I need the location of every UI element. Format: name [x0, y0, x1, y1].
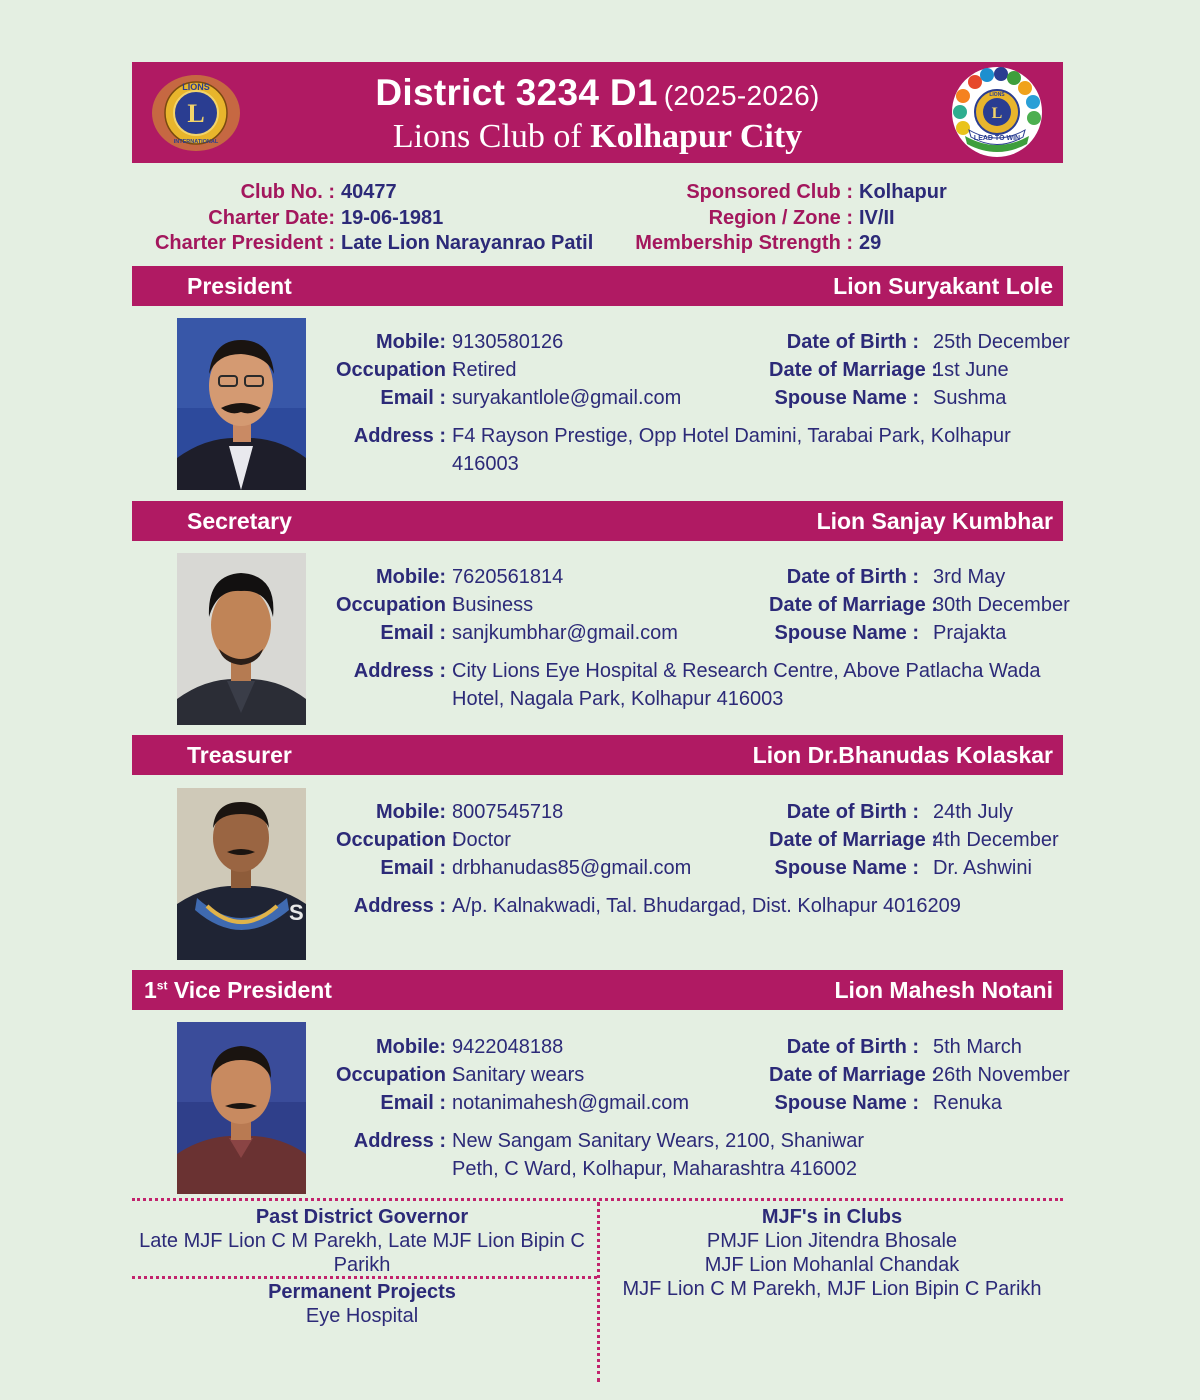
svg-text:LIONS: LIONS: [182, 82, 210, 92]
secretary-address: Address : City Lions Eye Hospital & Research Centre, Above Patlacha Wada Hotel, Nagala Park, Kolhapur 416003: [328, 657, 1066, 713]
svg-text:INTERNATIONAL: INTERNATIONAL: [173, 139, 219, 145]
mobile-value: 9130580126: [452, 331, 564, 353]
treasurer-contact: Mobile: 8007545718 Occupation : Doctor Email : drbhanudas85@gmail.com: [336, 798, 691, 882]
charter-president: Late Lion Narayanrao Patil: [341, 232, 594, 254]
vice-president-personal: Date of Birth : 5th March Date of Marriage : 26th November Spouse Name : Renuka: [769, 1033, 1070, 1117]
footer-divider-top: [132, 1198, 1063, 1201]
officer-role: Treasurer: [187, 742, 292, 768]
club-number: 40477: [341, 181, 397, 203]
email-value: notanimahesh@gmail.com: [452, 1092, 690, 1114]
svg-text:L: L: [187, 99, 205, 128]
charter-date: 19-06-1981: [341, 206, 444, 229]
email-value: suryakantlole@gmail.com: [452, 387, 682, 409]
address-value: F4 Rayson Prestige, Opp Hotel Damini, Tarabai Park, Kolhapur 416003: [452, 425, 1011, 475]
svg-text:LEAD TO WIN: LEAD TO WIN: [973, 135, 1021, 142]
vice-president-bar: [132, 970, 1063, 1010]
officer-role: Secretary: [187, 508, 292, 534]
email-value: sanjkumbhar@gmail.com: [452, 622, 678, 644]
mobile-value: 9422048188: [452, 1036, 564, 1058]
past-district-governor: Past District Governor Late MJF Lion C M Parekh, Late MJF Lion Bipin C Parikh: [139, 1206, 585, 1276]
membership-strength: 29: [859, 232, 882, 254]
permanent-projects: Permanent Projects Eye Hospital: [268, 1281, 456, 1327]
vice-president-photo: [177, 1022, 306, 1194]
dom-value: 1st June: [933, 359, 1009, 381]
occupation-value: Business: [452, 594, 534, 616]
svg-text:L: L: [991, 105, 1003, 122]
occupation-value: Doctor: [452, 829, 511, 851]
treasurer-bar: [132, 735, 1063, 775]
svg-text:S: S: [289, 900, 304, 925]
vice-president-contact: Mobile: 9422048188 Occupation : Sanitary wears Email : notanimahesh@gmail.com: [336, 1033, 689, 1117]
dom-value: 30th December: [933, 594, 1070, 616]
district-title: District 3234 D1 (2025-2026): [375, 72, 820, 113]
svg-text:LIONS: LIONS: [989, 92, 1005, 98]
club-name: Lions Club of Kolhapur City: [392, 118, 803, 155]
dob-value: 25th December: [933, 331, 1070, 353]
dom-value: 4th December: [933, 829, 1059, 851]
mobile-value: 7620561814: [452, 566, 564, 588]
secretary-contact: Mobile: 7620561814 Occupation : Business Email : sanjkumbhar@gmail.com: [336, 563, 678, 647]
spouse-value: Renuka: [933, 1092, 1002, 1114]
spouse-value: Prajakta: [933, 622, 1007, 644]
president-personal: Date of Birth : 25th December Date of Marriage : 1st June Spouse Name : Sushma: [769, 328, 1070, 412]
treasurer-personal: Date of Birth : 24th July Date of Marriage : 4th December Spouse Name : Dr. Ashwini: [769, 798, 1059, 882]
officer-name: Lion Mahesh Notani: [834, 977, 1053, 1003]
mjf-in-clubs: MJF's in Clubs PMJF Lion Jitendra Bhosale MJF Lion Mohanlal Chandak MJF Lion C M Parekh, MJF Lion Bipin C Parikh: [622, 1206, 1042, 1300]
spouse-value: Dr. Ashwini: [933, 857, 1032, 879]
mobile-value: 8007545718: [452, 801, 564, 823]
sponsored-club: Kolhapur: [859, 181, 947, 203]
officer-role: President: [187, 273, 292, 299]
header-banner: [132, 62, 1063, 163]
president-contact: Mobile: 9130580126 Occupation : Retired Email : suryakantlole@gmail.com: [336, 328, 681, 412]
dob-value: 24th July: [933, 801, 1014, 823]
officer-role: 1st Vice President: [144, 977, 332, 1003]
secretary-personal: Date of Birth : 3rd May Date of Marriage : 30th December Spouse Name : Prajakta: [769, 563, 1070, 647]
secretary-bar: [132, 501, 1063, 541]
secretary-photo: [177, 553, 306, 725]
region-zone: IV/II: [859, 206, 895, 229]
occupation-value: Retired: [452, 359, 517, 381]
address-value: A/p. Kalnakwadi, Tal. Bhudargad, Dist. Kolhapur 4016209: [452, 895, 961, 917]
officer-name: Lion Sanjay Kumbhar: [816, 508, 1053, 534]
president-bar: [132, 266, 1063, 306]
spouse-value: Sushma: [933, 387, 1007, 409]
footer-divider-vertical: [597, 1202, 600, 1382]
president-photo: [177, 318, 306, 490]
club-info-right: Sponsored Club : Kolhapur Region / Zone : IV/II Membership Strength : 29: [620, 180, 947, 257]
dom-value: 26th November: [933, 1064, 1070, 1086]
treasurer-photo: [177, 788, 306, 960]
lead-to-win-logo: [951, 66, 1043, 158]
officer-name: Lion Dr.Bhanudas Kolaskar: [752, 742, 1053, 768]
officer-name: Lion Suryakant Lole: [833, 273, 1053, 299]
occupation-value: Sanitary wears: [452, 1064, 585, 1086]
address-value: City Lions Eye Hospital & Research Centre, Above Patlacha Wada Hotel, Nagala Park, Kolhapur 416003: [452, 660, 1041, 710]
club-info-left: Club No. : 40477 Charter Date: 19-06-1981 Charter President : Late Lion Narayanrao Patil: [140, 180, 593, 257]
treasurer-address: Address : A/p. Kalnakwadi, Tal. Bhudargad, Dist. Kolhapur 4016209: [328, 892, 1066, 920]
dob-value: 5th March: [933, 1036, 1022, 1058]
vice-president-address: Address : New Sangam Sanitary Wears, 2100, Shaniwar Peth, C Ward, Kolhapur, Maharashtra 416002: [328, 1127, 886, 1183]
year-range: (2025-2026): [663, 80, 820, 111]
president-address: Address : F4 Rayson Prestige, Opp Hotel Damini, Tarabai Park, Kolhapur 416003: [328, 422, 1066, 478]
address-value: New Sangam Sanitary Wears, 2100, Shaniwar Peth, C Ward, Kolhapur, Maharashtra 416002: [452, 1130, 865, 1180]
email-value: drbhanudas85@gmail.com: [452, 857, 692, 879]
dob-value: 3rd May: [933, 566, 1006, 588]
